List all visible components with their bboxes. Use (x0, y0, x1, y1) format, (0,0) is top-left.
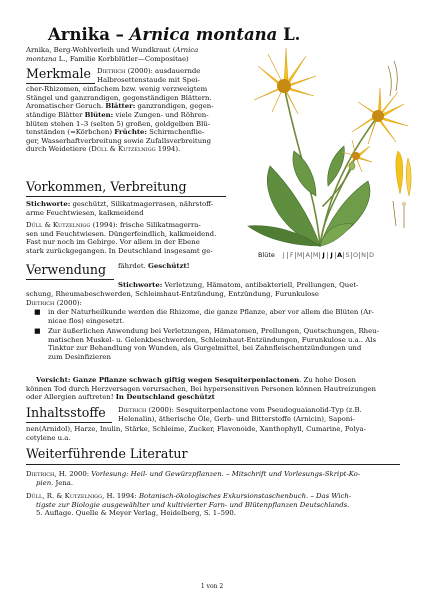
page-title (48, 26, 300, 44)
list-item: ■ Zur äußerlichen Anwendung bei Verletzungen, Hämatomen, Prellungen, Quetschungen, Rheu- matischen Muskel- u. Gelenkbeschwerden, Schleimhaut-Entzündungen, Furunkulose u.a.. Als Tinktur zur Behandlung von Wunden, als Gurgelmittel, bei Zahnfleischentzündungen und zum Desinfizieren (34, 327, 379, 361)
month-cells (280, 251, 375, 259)
month-cell: M (296, 251, 303, 259)
month-cell: J (282, 251, 285, 259)
page-number: 1 von 2 (200, 583, 224, 590)
merkmale-text: cher-Rhizomen, einfachem bzw. wenig verzweigtem Stängel und ganzrandigen, gegenständigen Blättern. Aromatischer Geruch. Blätter: ganzrandigen, gegen- ständige Blätter Blüten: viele Zungen- und Röhren- blüten stehen 1–3 (selten 5) großen, goldgelben Blü- tenständen (=Körbchen) Früchte: Schirmchenflie- ger, Wasserhaftverbreitung sowie Zufallsverbreitung durch Weidetiere (Düll & Kutzelnigg 1994). (26, 85, 214, 154)
bluete-label: Blüte (258, 251, 275, 259)
section-heading-verwendung: Verwendung (26, 262, 107, 277)
inhalt-text-cont: nen(Arnidol), Harze, Inulin, Stärke, Schleime, Zucker, Flavonoide, Xanthophyll, Cumarine, Polya- cetylene u.a. (26, 425, 366, 442)
intro-text: Arnika, Berg-Wohlverleih und Wundkraut (Arnica montana L., Familie Korbblütler—Compositae) (26, 46, 199, 63)
month-cell: J (322, 251, 325, 259)
heading-underline (26, 279, 114, 280)
flower-head (254, 48, 316, 114)
heading-underline (26, 422, 112, 423)
inhalt-source: Dietrich (2000): Sesquiterpenlactone vom Pseudoguaianolid-Typ (z.B. (118, 406, 362, 414)
month-cell: A (305, 251, 310, 259)
heading-underline (26, 196, 226, 197)
flower-bud (349, 162, 355, 170)
verwendung-warning: Vorsicht: Ganze Pflanze schwach giftig wegen Sesquiterpenlactonen. Zu hohe Dosen können Tod durch Herzversagen verursachen, Bei hypersensitiven Personen können Hautreizungen oder Allergien auftreten! In Deutschland geschützt (26, 376, 376, 402)
month-cell: F (289, 251, 294, 259)
month-cell: N (361, 251, 366, 259)
merkmale-source: Dietrich (2000): ausdauernde Halbrosettenstaude mit Spei- (97, 67, 201, 84)
month-cell: M (312, 251, 319, 259)
fruit-detail (388, 61, 397, 96)
bullet-icon: ■ (34, 308, 41, 316)
month-cell: D (369, 251, 375, 259)
title-latin-name: Arnica montana (129, 25, 278, 44)
title-common-name: Arnika – (48, 25, 130, 44)
section-heading-vorkommen: Vorkommen, Verbreitung (26, 179, 187, 194)
section-heading-literatur: Weiterführende Literatur (26, 446, 188, 461)
month-cell: S (345, 251, 350, 259)
vorkommen-last-line: fährdet. Geschützt! (118, 262, 190, 270)
heading-underline (26, 464, 400, 465)
vorkommen-text: Stichworte: geschützt, Silikatmagerrasen, nährstoff- arme Feuchtwiesen, kalkmeidend Düll & Kutzelnigg (1994): frische Silikatmagerra- sen und Feuchtwiesen. Düngerfeindlich, kalkmeidend. Fast nur noch im Gebirge. Vor allem in der Ebene stark zurückgegangen. In Deutschland insgesamt ge- (26, 200, 217, 255)
verwendung-keywords: Stichworte: Verletzung, Hämatom, antibakteriell, Prellungen, Quet- schung, Rheumabeschwerden, Schleimhaut-Entzündung, Entzündung, Furunkulose (26, 281, 359, 298)
section-heading-merkmale: Merkmale (26, 66, 91, 81)
leaf (293, 151, 316, 196)
verwendung-source: Dietrich (2000): (26, 298, 82, 307)
floret-detail (393, 151, 411, 228)
list-item: ■ in der Naturheilkunde werden die Rhizome, die ganze Pflanze, aber vor allem die Blüten (Ar- nicae flos) eingesetzt. (34, 308, 374, 325)
month-cell: J (330, 251, 333, 259)
month-cell: A (337, 251, 343, 259)
bluete-month-bar (258, 251, 375, 260)
flower-head (352, 88, 408, 144)
bullet-icon: ■ (34, 327, 41, 336)
flower-head (342, 140, 372, 172)
heading-underline (26, 83, 95, 84)
month-cell: O (353, 251, 359, 259)
title-author: L. (277, 25, 301, 44)
leaf (320, 224, 353, 246)
verwendung-bullet-list (34, 308, 404, 362)
section-heading-inhaltsstoffe: Inhaltsstoffe (26, 405, 106, 420)
leaf (328, 146, 345, 186)
reference-2: Düll, R. & Kutzelnigg, H. 1994: Botanisch-ökologisches Exkursionstaschenbuch. – Das Wich- tigste zur Biologie ausgewählter und kultivierter Farn- und Blütenpflanzen Deutschlands. 5. Auflage. Quelle & Meyer Verlag, Heidelberg, S. 1–590. (26, 492, 352, 518)
inhalt-text: Helenalin), ätherische Öle, Gerb- und Bitterstoffe (Arnicin), Saponi- (118, 415, 355, 423)
reference-1: Dietrich, H. 2000: Vorlesung: Heil- und Gewürzpflanzen. – Mitschrift und Vorlesungs-Skript-Ko- pien. Jena. (26, 470, 361, 487)
arnica-plant-illustration (228, 46, 418, 251)
